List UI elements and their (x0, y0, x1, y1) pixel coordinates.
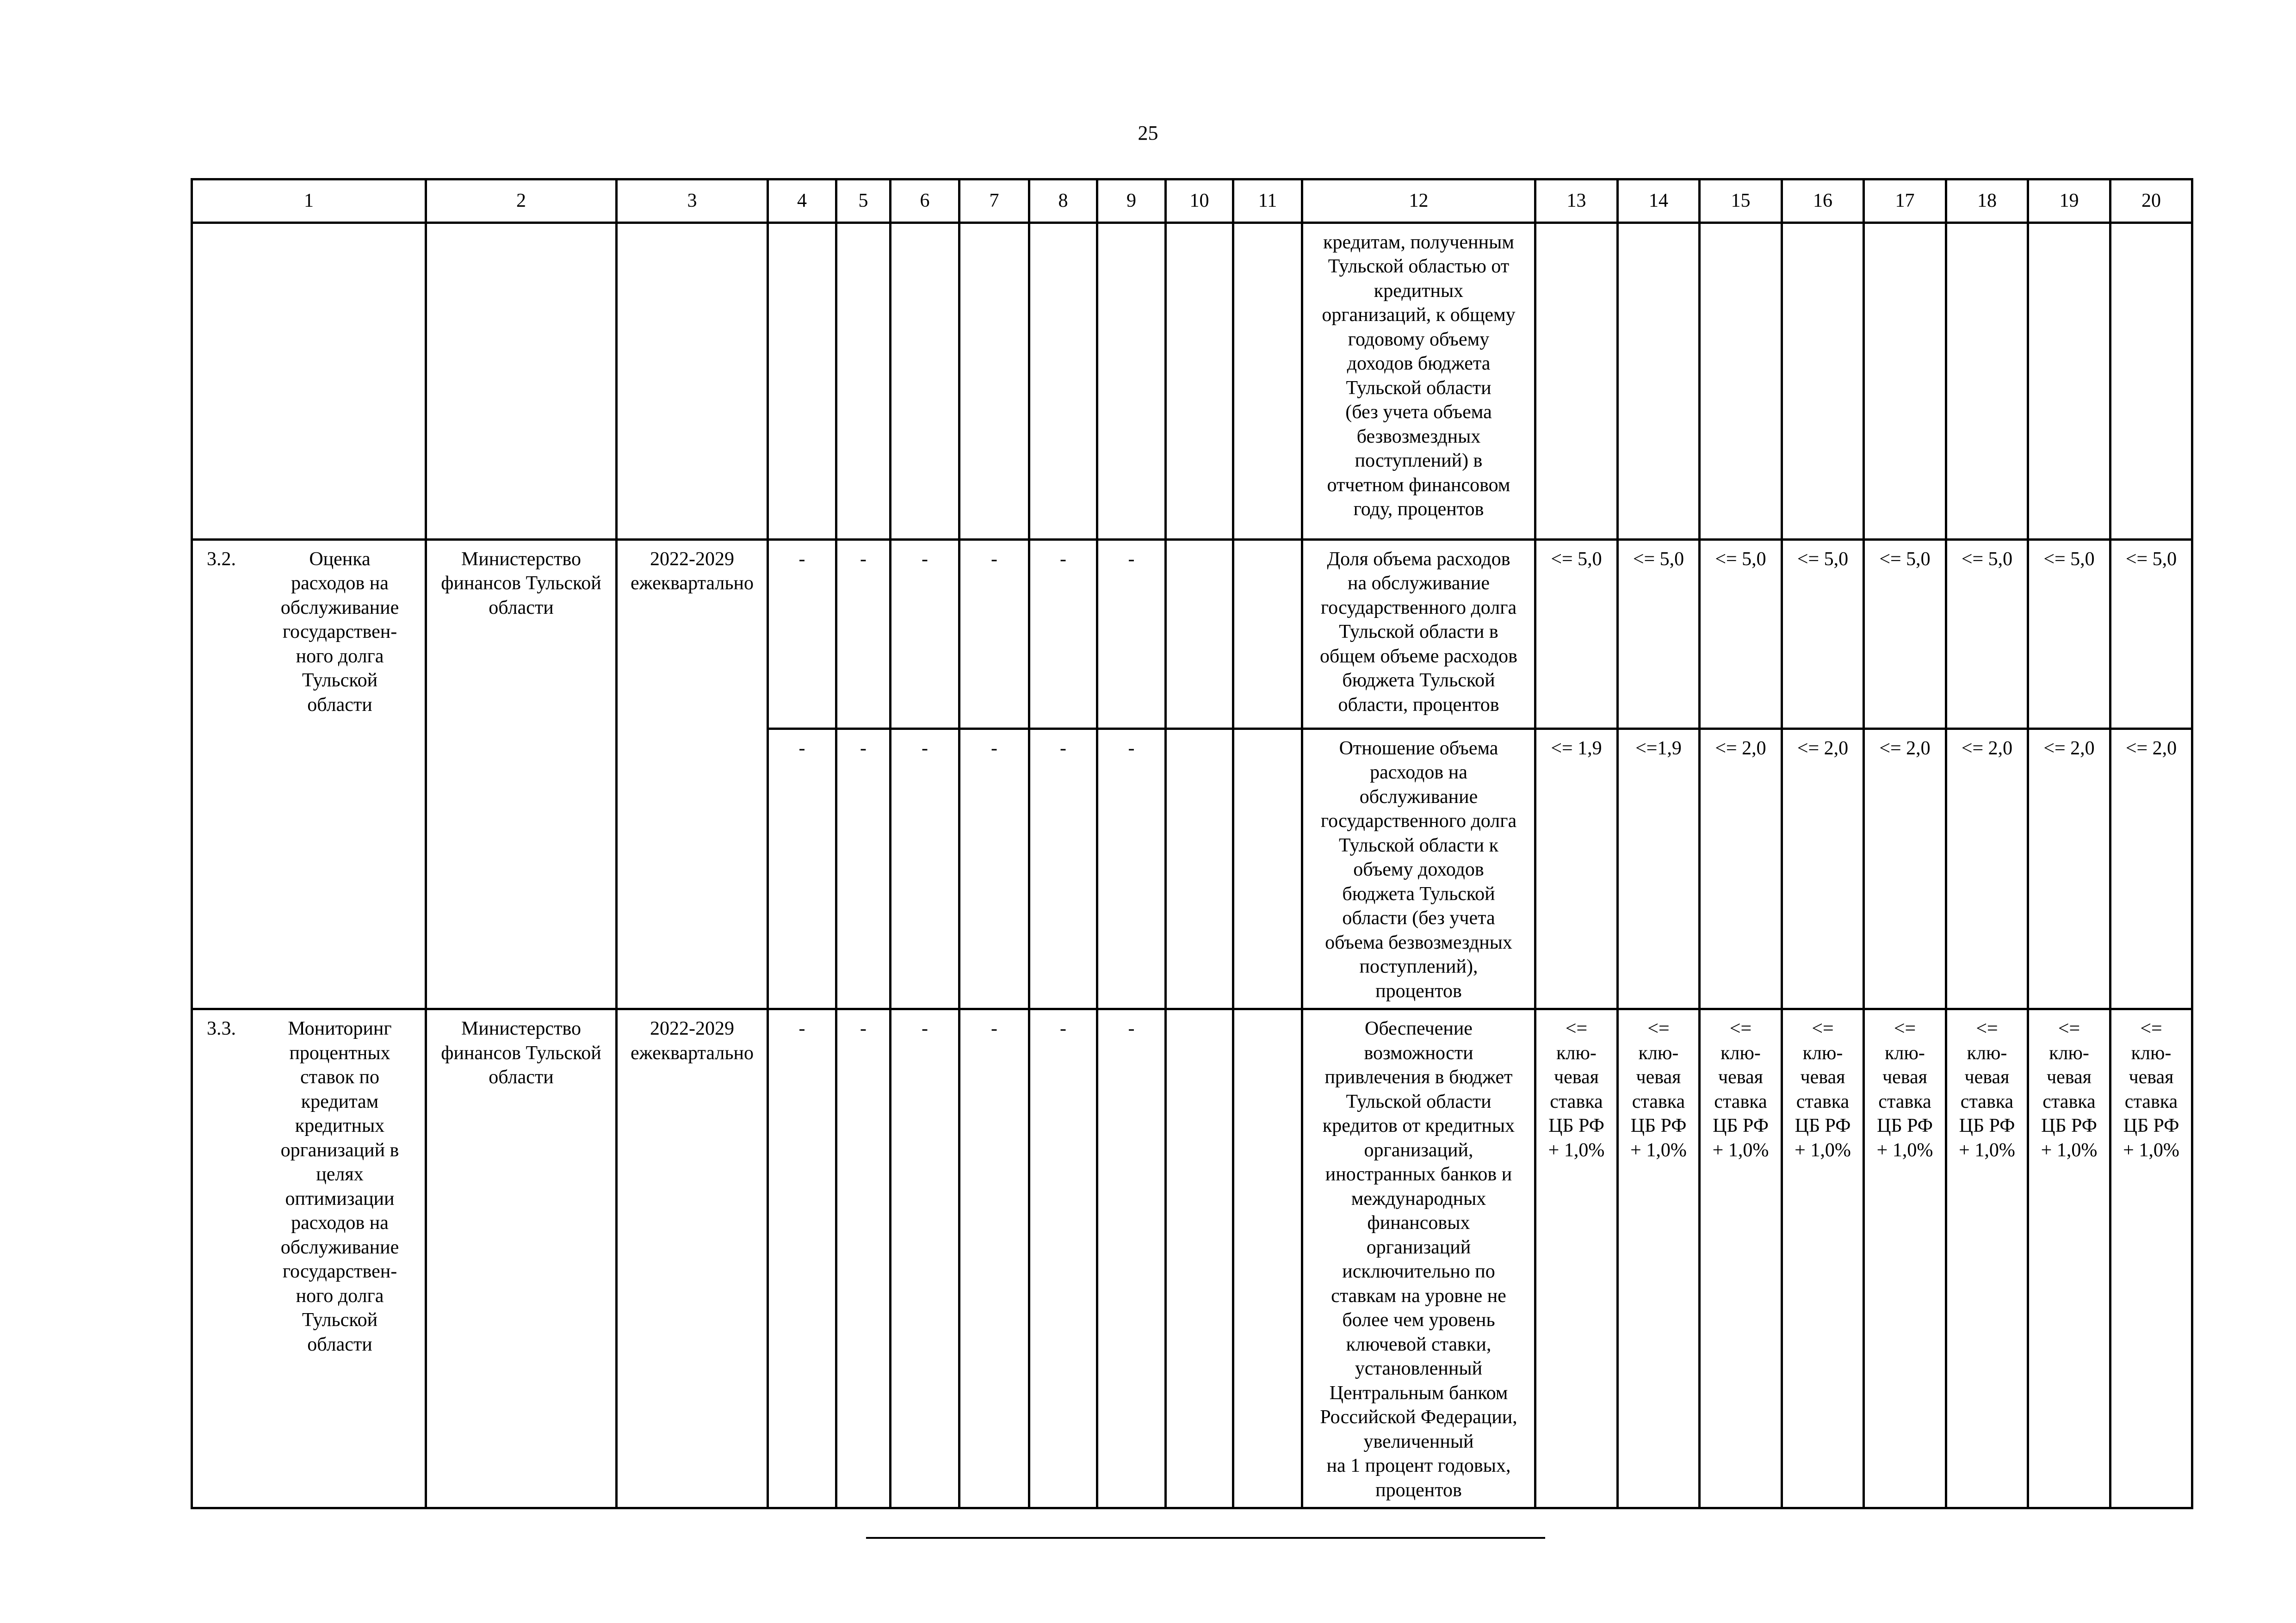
cell-empty (426, 222, 617, 539)
target-value-cell: <= 2,0 (2028, 728, 2110, 1009)
measure-number: 3.3. (207, 1018, 236, 1039)
cell-empty (891, 222, 959, 539)
header-cell: 16 (1782, 179, 1864, 223)
cell-empty (1233, 222, 1302, 539)
target-value-cell: <= 1,9 (1535, 728, 1618, 1009)
cell-empty (1233, 539, 1302, 728)
header-cell: 9 (1097, 179, 1166, 223)
cell-empty (836, 222, 891, 539)
target-value-cell: <= клю- чевая ставка ЦБ РФ + 1,0% (2028, 1009, 2110, 1508)
cell-empty (1535, 222, 1618, 539)
executor-cell: Министерство финансов Тульской области (426, 539, 617, 1009)
target-value-cell: <= 2,0 (1782, 728, 1864, 1009)
period-cell: 2022-2029 ежеквартально (617, 1009, 768, 1508)
cell-empty (1166, 1009, 1233, 1508)
cell-empty (959, 222, 1029, 539)
value-cell: - (1029, 539, 1097, 728)
value-cell: - (836, 728, 891, 1009)
value-cell: - (891, 1009, 959, 1508)
cell-empty (1700, 222, 1782, 539)
header-cell: 5 (836, 179, 891, 223)
cell-empty (768, 222, 836, 539)
value-cell: - (768, 539, 836, 728)
cell-empty (2028, 222, 2110, 539)
measure-name: Мониторинг процентных ставок по кредитам кредитных организаций в целях оптимизации расходов на обслуживание государствен- ного долга Тульской области (280, 1018, 399, 1355)
table-row (192, 222, 2192, 539)
header-cell: 20 (2110, 179, 2192, 223)
target-value-cell: <= 5,0 (1700, 539, 1782, 728)
executor-cell: Министерство финансов Тульской области (426, 1009, 617, 1508)
cell-empty (1166, 539, 1233, 728)
cell-empty (2110, 222, 2192, 539)
header-row (192, 179, 2192, 223)
indicator-cell: Обеспечение возможности привлечения в бюджет Тульской области кредитов от кредитных организаций, иностранных банков и международных финансовых организаций исключительно по ставкам на уровне не более чем уровень ключевой ставки, установленный Центральным банком Российской Федерации, увеличенный на 1 процент годовых, процентов (1302, 1009, 1535, 1508)
cell-empty (1029, 222, 1097, 539)
value-cell: - (836, 539, 891, 728)
cell-empty (1166, 728, 1233, 1009)
value-cell: - (959, 728, 1029, 1009)
value-cell: - (1097, 1009, 1166, 1508)
target-value-cell: <= 5,0 (1782, 539, 1864, 728)
value-cell: - (891, 539, 959, 728)
target-value-cell: <= 2,0 (1700, 728, 1782, 1009)
indicator-cell: кредитам, полученным Тульской областью от кредитных организаций, к общему годовому объему доходов бюджета Тульской области (без учета объема безвозмездных поступлений) в отчетном финансовом году, процентов (1302, 222, 1535, 539)
target-value-cell: <=1,9 (1618, 728, 1700, 1009)
value-cell: - (836, 1009, 891, 1508)
value-cell: - (891, 728, 959, 1009)
header-cell: 2 (426, 179, 617, 223)
value-cell: - (959, 539, 1029, 728)
header-cell: 13 (1535, 179, 1618, 223)
value-cell: - (1097, 539, 1166, 728)
measure-cell (192, 1009, 426, 1508)
header-cell: 4 (768, 179, 836, 223)
cell-empty (1166, 222, 1233, 539)
target-value-cell: <= 5,0 (1864, 539, 1946, 728)
header-cell: 18 (1946, 179, 2028, 223)
period-cell: 2022-2029 ежеквартально (617, 539, 768, 1009)
value-cell: - (768, 1009, 836, 1508)
target-value-cell: <= 2,0 (2110, 728, 2192, 1009)
cell-empty (1946, 222, 2028, 539)
measure-name: Оценка расходов на обслуживание государствен- ного долга Тульской области (280, 548, 399, 716)
target-value-cell: <= 5,0 (2110, 539, 2192, 728)
target-value-cell: <= 2,0 (1864, 728, 1946, 1009)
header-cell: 6 (891, 179, 959, 223)
header-cell: 1 (192, 179, 426, 223)
indicator-cell: Отношение объема расходов на обслуживание государственного долга Тульской области к объему доходов бюджета Тульской области (без учета объема безвозмездных поступлений), процентов (1302, 728, 1535, 1009)
indicator-cell: Доля объема расходов на обслуживание государственного долга Тульской области в общем объеме расходов бюджета Тульской области, процентов (1302, 539, 1535, 728)
header-cell: 17 (1864, 179, 1946, 223)
target-value-cell: <= 2,0 (1946, 728, 2028, 1009)
target-value-cell: <= клю- чевая ставка ЦБ РФ + 1,0% (2110, 1009, 2192, 1508)
measure-number: 3.2. (207, 548, 236, 570)
value-cell: - (1029, 1009, 1097, 1508)
target-value-cell: <= 5,0 (1535, 539, 1618, 728)
header-cell: 10 (1166, 179, 1233, 223)
value-cell: - (768, 728, 836, 1009)
target-value-cell: <= 5,0 (1946, 539, 2028, 728)
target-value-cell: <= клю- чевая ставка ЦБ РФ + 1,0% (1782, 1009, 1864, 1508)
table-row (192, 1009, 2192, 1508)
header-cell: 19 (2028, 179, 2110, 223)
header-cell: 11 (1233, 179, 1302, 223)
table-row (192, 539, 2192, 728)
header-cell: 7 (959, 179, 1029, 223)
header-cell: 12 (1302, 179, 1535, 223)
header-cell: 8 (1029, 179, 1097, 223)
cell-empty (1233, 1009, 1302, 1508)
cell-empty (1782, 222, 1864, 539)
cell-empty (1097, 222, 1166, 539)
value-cell: - (1029, 728, 1097, 1009)
cell-empty (617, 222, 768, 539)
header-cell: 14 (1618, 179, 1700, 223)
page-number: 25 (1138, 122, 1158, 144)
cell-empty (1864, 222, 1946, 539)
cell-empty (192, 222, 426, 539)
end-rule (866, 1537, 1545, 1539)
target-value-cell: <= клю- чевая ставка ЦБ РФ + 1,0% (1618, 1009, 1700, 1508)
target-value-cell: <= клю- чевая ставка ЦБ РФ + 1,0% (1864, 1009, 1946, 1508)
target-value-cell: <= клю- чевая ставка ЦБ РФ + 1,0% (1535, 1009, 1618, 1508)
target-value-cell: <= клю- чевая ставка ЦБ РФ + 1,0% (1700, 1009, 1782, 1508)
header-cell: 3 (617, 179, 768, 223)
target-value-cell: <= клю- чевая ставка ЦБ РФ + 1,0% (1946, 1009, 2028, 1508)
cell-empty (1233, 728, 1302, 1009)
cell-empty (1618, 222, 1700, 539)
indicators-table (191, 178, 2193, 1509)
target-value-cell: <= 5,0 (2028, 539, 2110, 728)
header-cell: 15 (1700, 179, 1782, 223)
target-value-cell: <= 5,0 (1618, 539, 1700, 728)
measure-cell (192, 539, 426, 1009)
value-cell: - (1097, 728, 1166, 1009)
value-cell: - (959, 1009, 1029, 1508)
